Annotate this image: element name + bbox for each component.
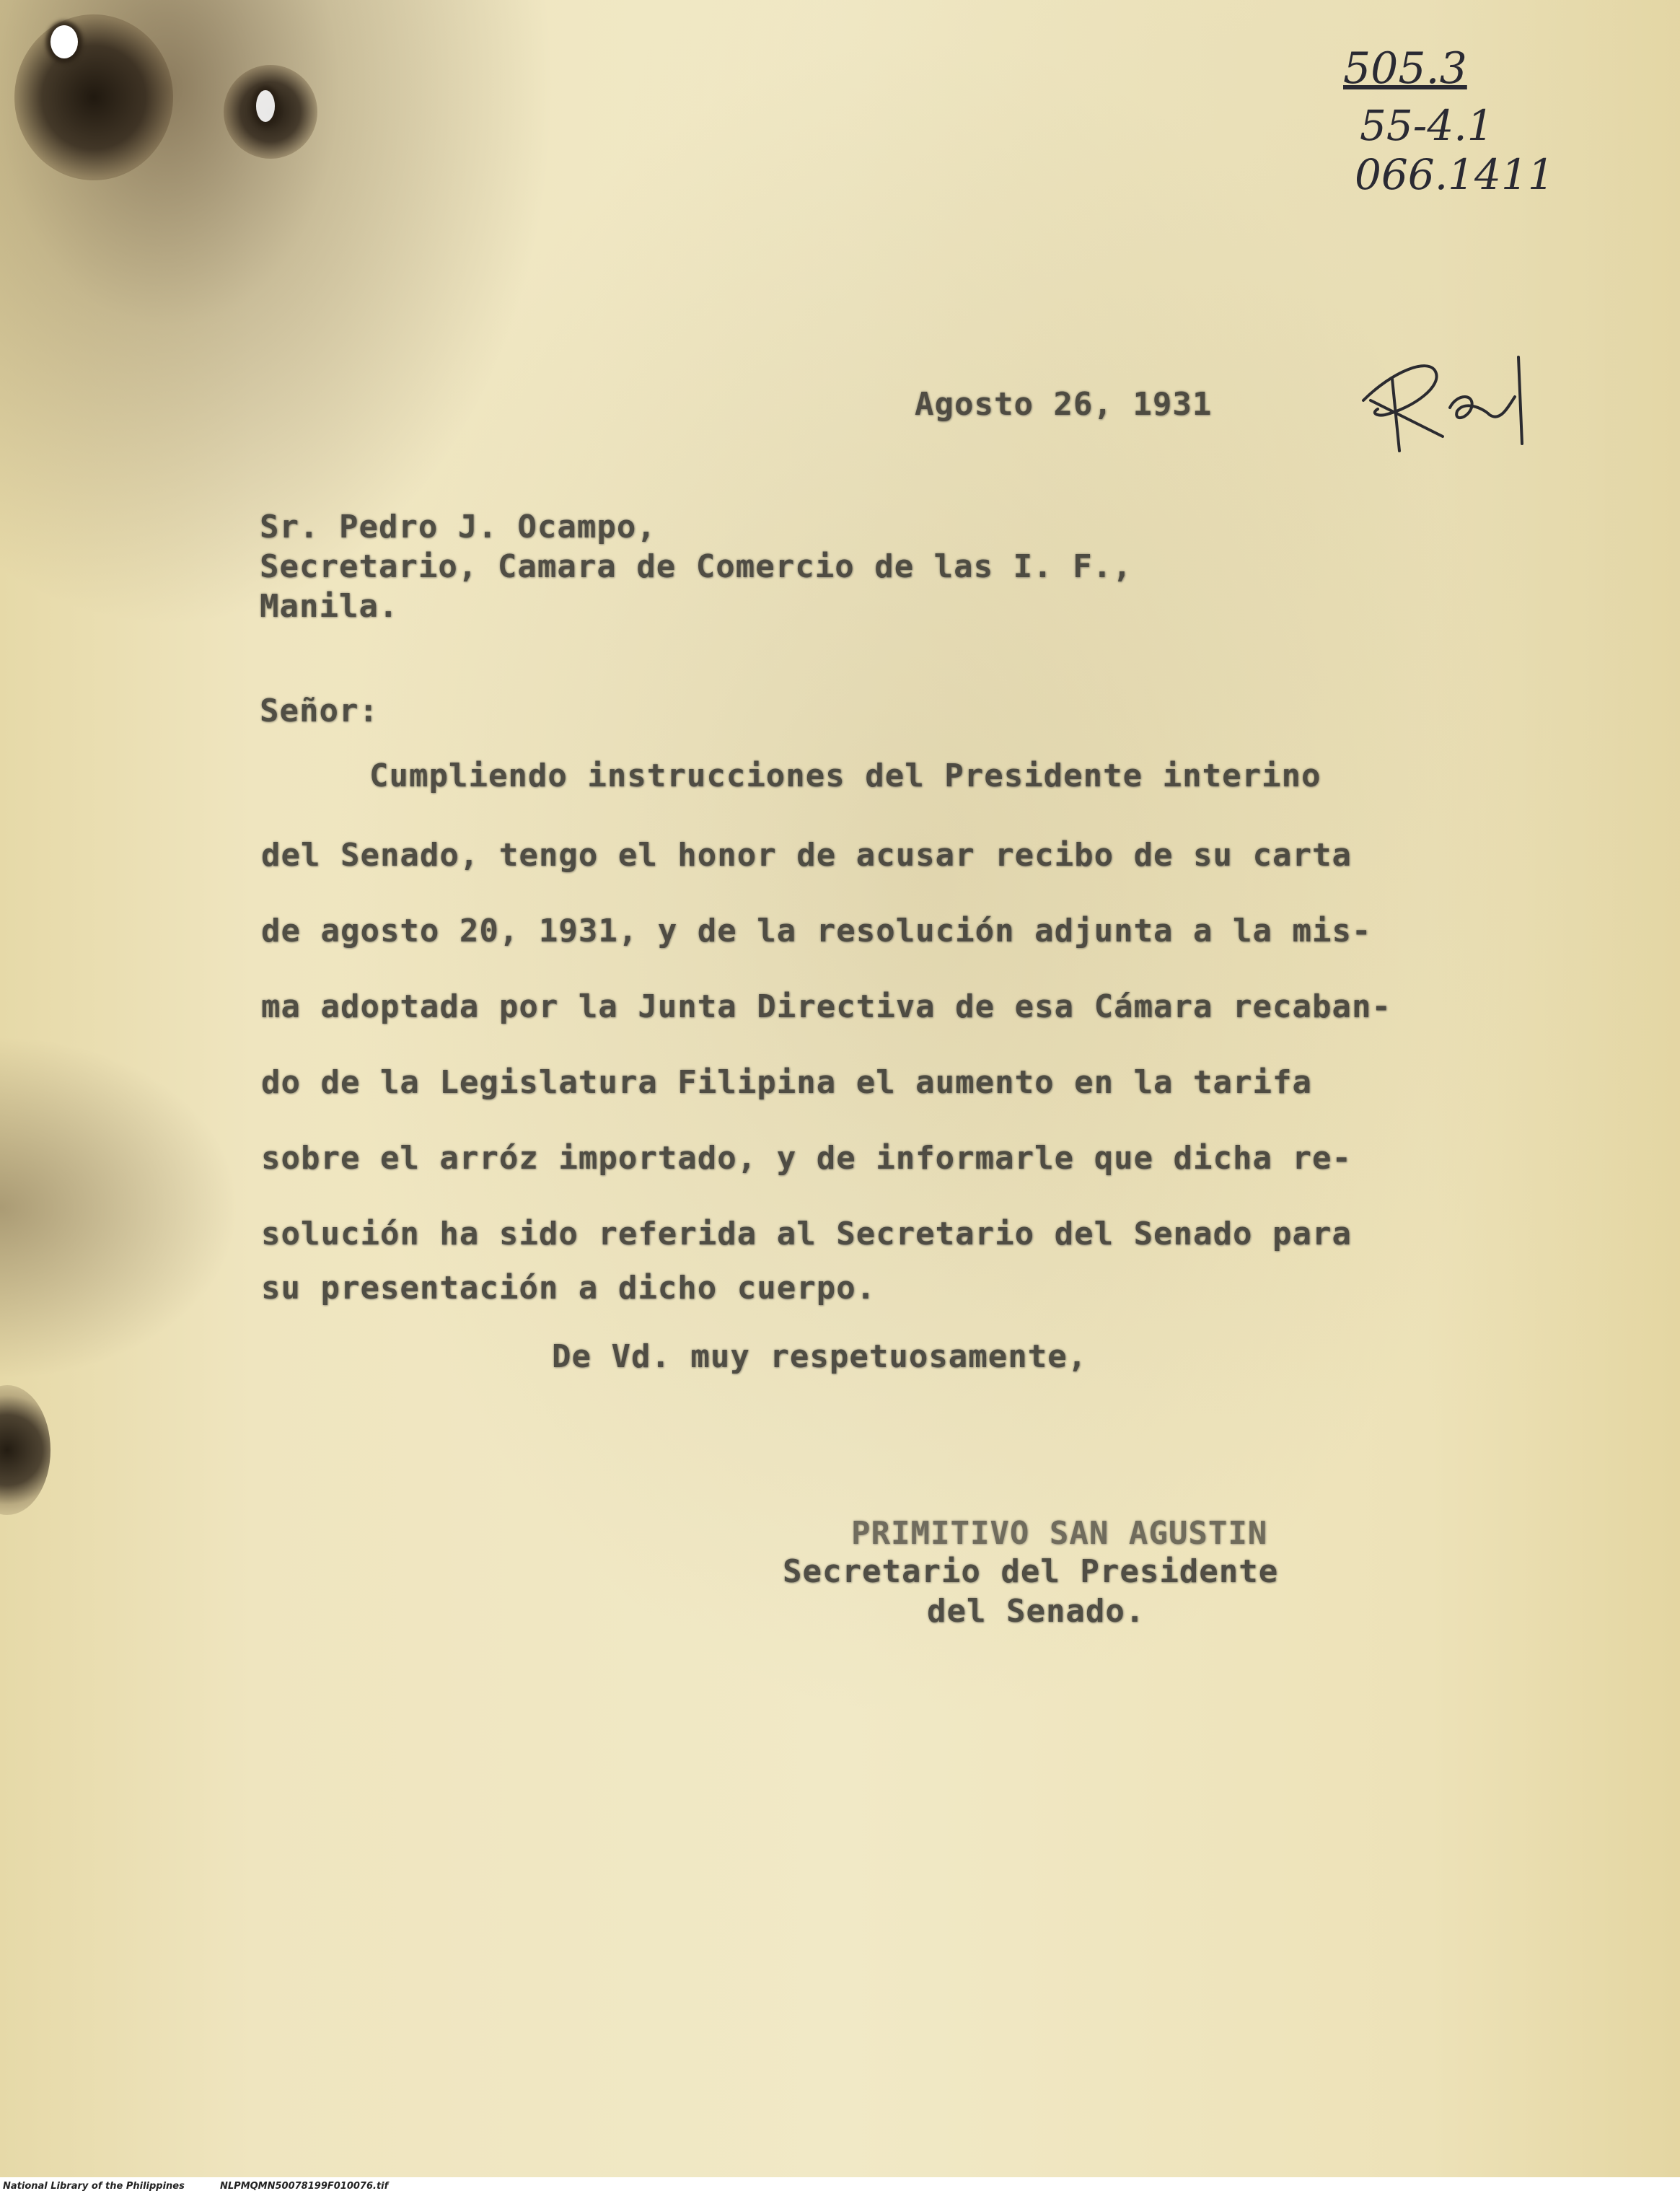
footer-filename: NLPMQMN50078199F010076.tif xyxy=(220,2181,389,2192)
burn-stain-left-edge xyxy=(0,1385,50,1515)
signatory-office: del Senado. xyxy=(927,1593,1145,1630)
body-line: su presentación a dicho cuerpo. xyxy=(261,1270,876,1306)
signatory-title: Secretario del Presidente xyxy=(783,1553,1279,1590)
file-number-3: 066.1411 xyxy=(1355,150,1554,199)
burn-stain-top-left xyxy=(14,14,173,180)
punch-hole-2 xyxy=(256,90,275,122)
archive-footer xyxy=(0,2177,1680,2196)
recipient-title: Secretario, Camara de Comercio de las I. F., xyxy=(260,548,1133,585)
body-line: solución ha sido referida al Secretario del Senado para xyxy=(261,1216,1352,1252)
salutation: Señor: xyxy=(260,693,379,729)
body-line: Cumpliendo instrucciones del Presidente interino xyxy=(369,757,1321,794)
handwritten-initials xyxy=(1349,328,1580,465)
file-number-2: 55-4.1 xyxy=(1360,101,1494,150)
body-line: del Senado, tengo el honor de acusar recibo de su carta xyxy=(261,837,1352,874)
letter-date: Agosto 26, 1931 xyxy=(915,386,1213,423)
recipient-city: Manila. xyxy=(260,588,399,625)
recipient-name: Sr. Pedro J. Ocampo, xyxy=(260,509,656,545)
closing: De Vd. muy respetuosamente, xyxy=(552,1338,1088,1375)
footer-library: National Library of the Philippines xyxy=(3,2181,185,2192)
punch-hole xyxy=(50,25,78,58)
body-line: de agosto 20, 1931, y de la resolución adjunta a la mis- xyxy=(261,913,1372,949)
body-line: do de la Legislatura Filipina el aumento en la tarifa xyxy=(261,1064,1312,1101)
signatory-name: PRIMITIVO SAN AGUSTIN xyxy=(851,1515,1268,1552)
body-line: ma adoptada por la Junta Directiva de esa Cámara recaban- xyxy=(261,988,1391,1025)
body-line: sobre el arróz importado, y de informarle que dicha re- xyxy=(261,1140,1352,1177)
file-number-1: 505.3 xyxy=(1343,43,1467,94)
